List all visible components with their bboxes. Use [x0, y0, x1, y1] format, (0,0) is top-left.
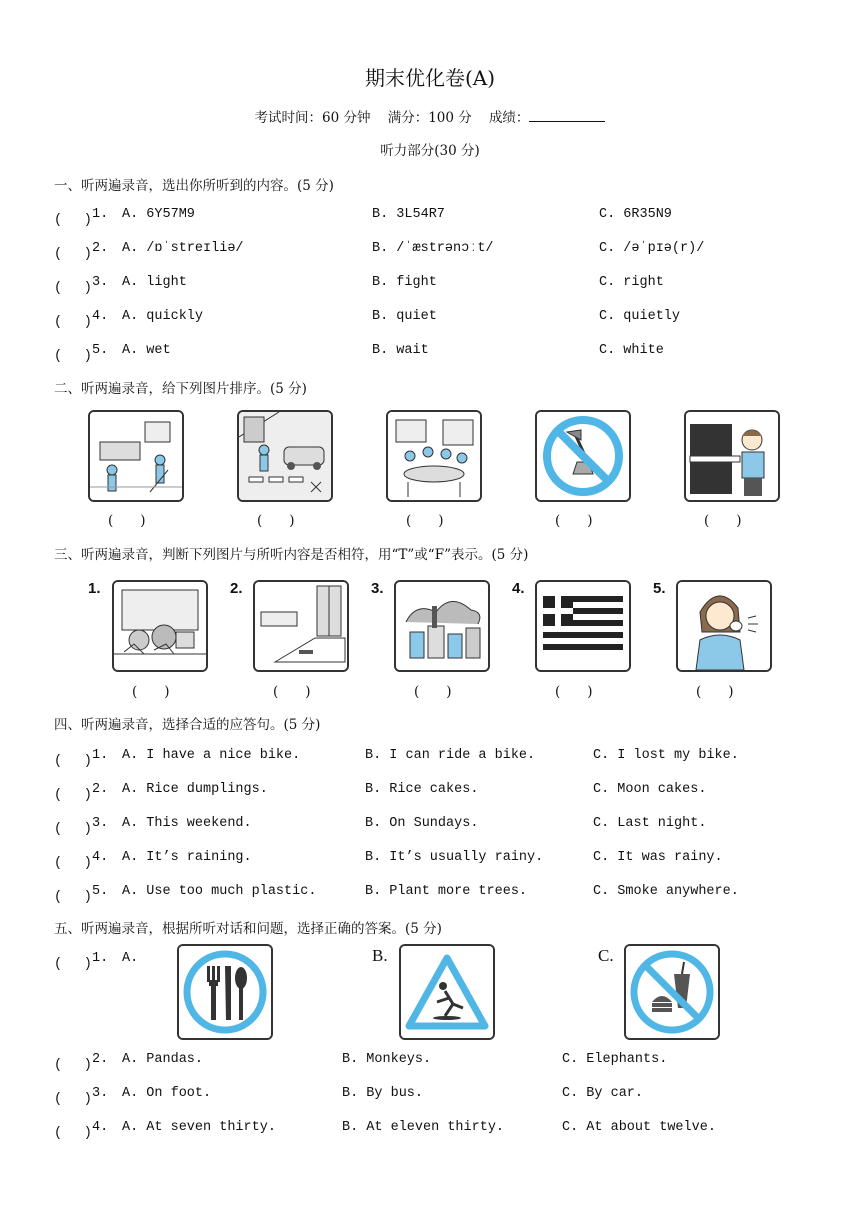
section4-question-4	[54, 850, 814, 870]
answer-bracket[interactable]: ( )	[54, 213, 92, 228]
option-a[interactable]: A. Rice dumplings.	[122, 782, 268, 797]
option-b[interactable]: B. It’s usually rainy.	[365, 850, 544, 865]
option-c[interactable]: C. Elephants.	[562, 1052, 668, 1067]
section2-answer-2[interactable]: ( )	[257, 513, 295, 529]
option-a[interactable]: A. light	[122, 275, 187, 290]
greek-flag-picture	[535, 580, 631, 672]
option-b[interactable]: B. fight	[372, 275, 437, 290]
option-a[interactable]: A. Pandas.	[122, 1052, 204, 1067]
option-a[interactable]: A. I have a nice bike.	[122, 748, 301, 763]
option-c[interactable]: C. Smoke anywhere.	[593, 884, 739, 899]
question-number: 5.	[92, 343, 109, 358]
option-c[interactable]: C. /əˈpɪə(r)/	[599, 241, 705, 256]
section3-number-5: 5.	[653, 580, 666, 597]
question-number: 1.	[92, 748, 109, 763]
crossing-street-picture	[237, 410, 333, 502]
answer-bracket[interactable]: ( )	[54, 822, 92, 837]
eating-place-sign[interactable]	[177, 944, 273, 1040]
option-a[interactable]: A. It’s raining.	[122, 850, 252, 865]
answer-bracket[interactable]: ( )	[54, 890, 92, 905]
section4-question-1	[54, 748, 814, 768]
option-b[interactable]: B. At eleven thirty.	[342, 1120, 505, 1135]
messy-room-picture	[112, 580, 208, 672]
section5-question-1	[54, 1052, 814, 1072]
section2-answer-1[interactable]: ( )	[108, 513, 146, 529]
option-b[interactable]: B. /ˈæstrənɔːt/	[372, 241, 494, 256]
option-a[interactable]: A. wet	[122, 343, 171, 358]
section3-answer-4[interactable]: ( )	[555, 684, 593, 700]
option-b[interactable]: B. Rice cakes.	[365, 782, 479, 797]
option-c[interactable]: C. At about twelve.	[562, 1120, 716, 1135]
option-a[interactable]: A. 6Y57M9	[122, 207, 195, 222]
answer-bracket[interactable]: ( )	[54, 247, 92, 262]
option-c-label: C.	[598, 946, 614, 965]
question-number: 5.	[92, 884, 109, 899]
answer-bracket[interactable]: ( )	[54, 315, 92, 330]
option-b-label: B.	[372, 946, 388, 965]
option-a-label: A.	[122, 951, 139, 966]
section3-number-3: 3.	[371, 580, 384, 597]
section2-answer-3[interactable]: ( )	[406, 513, 444, 529]
answer-bracket[interactable]: ( )	[54, 1126, 92, 1141]
time-label: 考试时间：60 分钟	[254, 110, 371, 126]
section1-question-3	[54, 275, 814, 295]
option-a[interactable]: A. quickly	[122, 309, 204, 324]
section2-answer-5[interactable]: ( )	[704, 513, 742, 529]
section1-question-2	[54, 241, 814, 261]
answer-bracket[interactable]: ( )	[54, 349, 92, 364]
option-c[interactable]: C. right	[599, 275, 664, 290]
option-b[interactable]: B. Monkeys.	[342, 1052, 432, 1067]
grade-label: 成绩：	[488, 110, 530, 126]
option-c[interactable]: C. Moon cakes.	[593, 782, 707, 797]
caution-slippery-sign[interactable]	[399, 944, 495, 1040]
option-b[interactable]: B. I can ride a bike.	[365, 748, 536, 763]
option-b[interactable]: B. Plant more trees.	[365, 884, 528, 899]
page-title: 期末优化卷(A)	[364, 66, 496, 90]
question-number: 2.	[92, 782, 109, 797]
tidy-room-picture	[253, 580, 349, 672]
option-c[interactable]: C. quietly	[599, 309, 681, 324]
answer-bracket[interactable]: ( )	[54, 754, 92, 769]
section4-question-5	[54, 884, 814, 904]
option-a[interactable]: A. This weekend.	[122, 816, 252, 831]
section1-question-5	[54, 343, 814, 363]
polluted-city-picture	[394, 580, 490, 672]
section4-heading: 四、听两遍录音，选择合适的应答句。(5 分)	[54, 717, 321, 733]
answer-bracket[interactable]: ( )	[54, 788, 92, 803]
question-number: 4.	[92, 1120, 109, 1135]
section5-question-3	[54, 1120, 814, 1140]
section3-number-1: 1.	[88, 580, 101, 597]
option-a[interactable]: A. On foot.	[122, 1086, 212, 1101]
option-c[interactable]: C. white	[599, 343, 664, 358]
grade-blank	[529, 109, 605, 122]
answer-bracket[interactable]: ( )	[54, 856, 92, 871]
option-b[interactable]: B. On Sundays.	[365, 816, 479, 831]
section1-question-4	[54, 309, 814, 329]
section2-answer-4[interactable]: ( )	[555, 513, 593, 529]
question-number: 3.	[92, 1086, 109, 1101]
question-number: 1.	[92, 951, 109, 966]
section2-heading: 二、听两遍录音，给下列图片排序。(5 分)	[54, 381, 307, 397]
section5-question-2	[54, 1086, 814, 1106]
option-c[interactable]: C. Last night.	[593, 816, 707, 831]
option-a[interactable]: A. Use too much plastic.	[122, 884, 317, 899]
boy-playing-piano-picture	[684, 410, 780, 502]
score-label: 满分：100 分	[387, 110, 472, 126]
option-a[interactable]: A. /ɒˈstreɪliə/	[122, 241, 244, 256]
question-number: 3.	[92, 816, 109, 831]
exam-info	[0, 106, 860, 126]
option-b[interactable]: B. 3L54R7	[372, 207, 445, 222]
answer-bracket[interactable]: ( )	[54, 1092, 92, 1107]
no-food-drink-sign[interactable]	[624, 944, 720, 1040]
question-number: 1.	[92, 207, 109, 222]
section3-answer-1[interactable]: ( )	[132, 684, 170, 700]
no-cutting-trees-sign	[535, 410, 631, 502]
girl-sneezing-picture	[676, 580, 772, 672]
question-number: 3.	[92, 275, 109, 290]
section3-answer-3[interactable]: ( )	[414, 684, 452, 700]
option-c[interactable]: C. By car.	[562, 1086, 644, 1101]
question-number: 2.	[92, 1052, 109, 1067]
section3-number-2: 2.	[230, 580, 243, 597]
answer-bracket[interactable]: ( )	[54, 957, 92, 972]
section3-number-4: 4.	[512, 580, 525, 597]
section4-question-3	[54, 816, 814, 836]
option-b[interactable]: B. By bus.	[342, 1086, 424, 1101]
answer-bracket[interactable]: ( )	[54, 281, 92, 296]
answer-bracket[interactable]: ( )	[54, 1058, 92, 1073]
option-a[interactable]: A. At seven thirty.	[122, 1120, 276, 1135]
cleaning-room-picture	[88, 410, 184, 502]
option-c[interactable]: C. It was rainy.	[593, 850, 723, 865]
option-b[interactable]: B. quiet	[372, 309, 437, 324]
section5-heading: 五、听两遍录音，根据所听对话和问题，选择正确的答案。(5 分)	[54, 921, 442, 937]
option-c[interactable]: C. I lost my bike.	[593, 748, 739, 763]
section4-question-2	[54, 782, 814, 802]
option-c[interactable]: C. 6R35N9	[599, 207, 672, 222]
question-number: 4.	[92, 309, 109, 324]
option-b[interactable]: B. wait	[372, 343, 429, 358]
question-number: 4.	[92, 850, 109, 865]
question-number: 2.	[92, 241, 109, 256]
section1-heading: 一、听两遍录音，选出你所听到的内容。(5 分)	[54, 178, 334, 194]
family-dinner-picture	[386, 410, 482, 502]
section3-heading: 三、听两遍录音，判断下列图片与所听内容是否相符，用“T”或“F”表示。(5 分)	[54, 547, 529, 563]
section1-question-1	[54, 207, 814, 227]
section3-answer-2[interactable]: ( )	[273, 684, 311, 700]
section3-answer-5[interactable]: ( )	[696, 684, 734, 700]
listening-part-heading: 听力部分(30 分)	[380, 143, 480, 159]
